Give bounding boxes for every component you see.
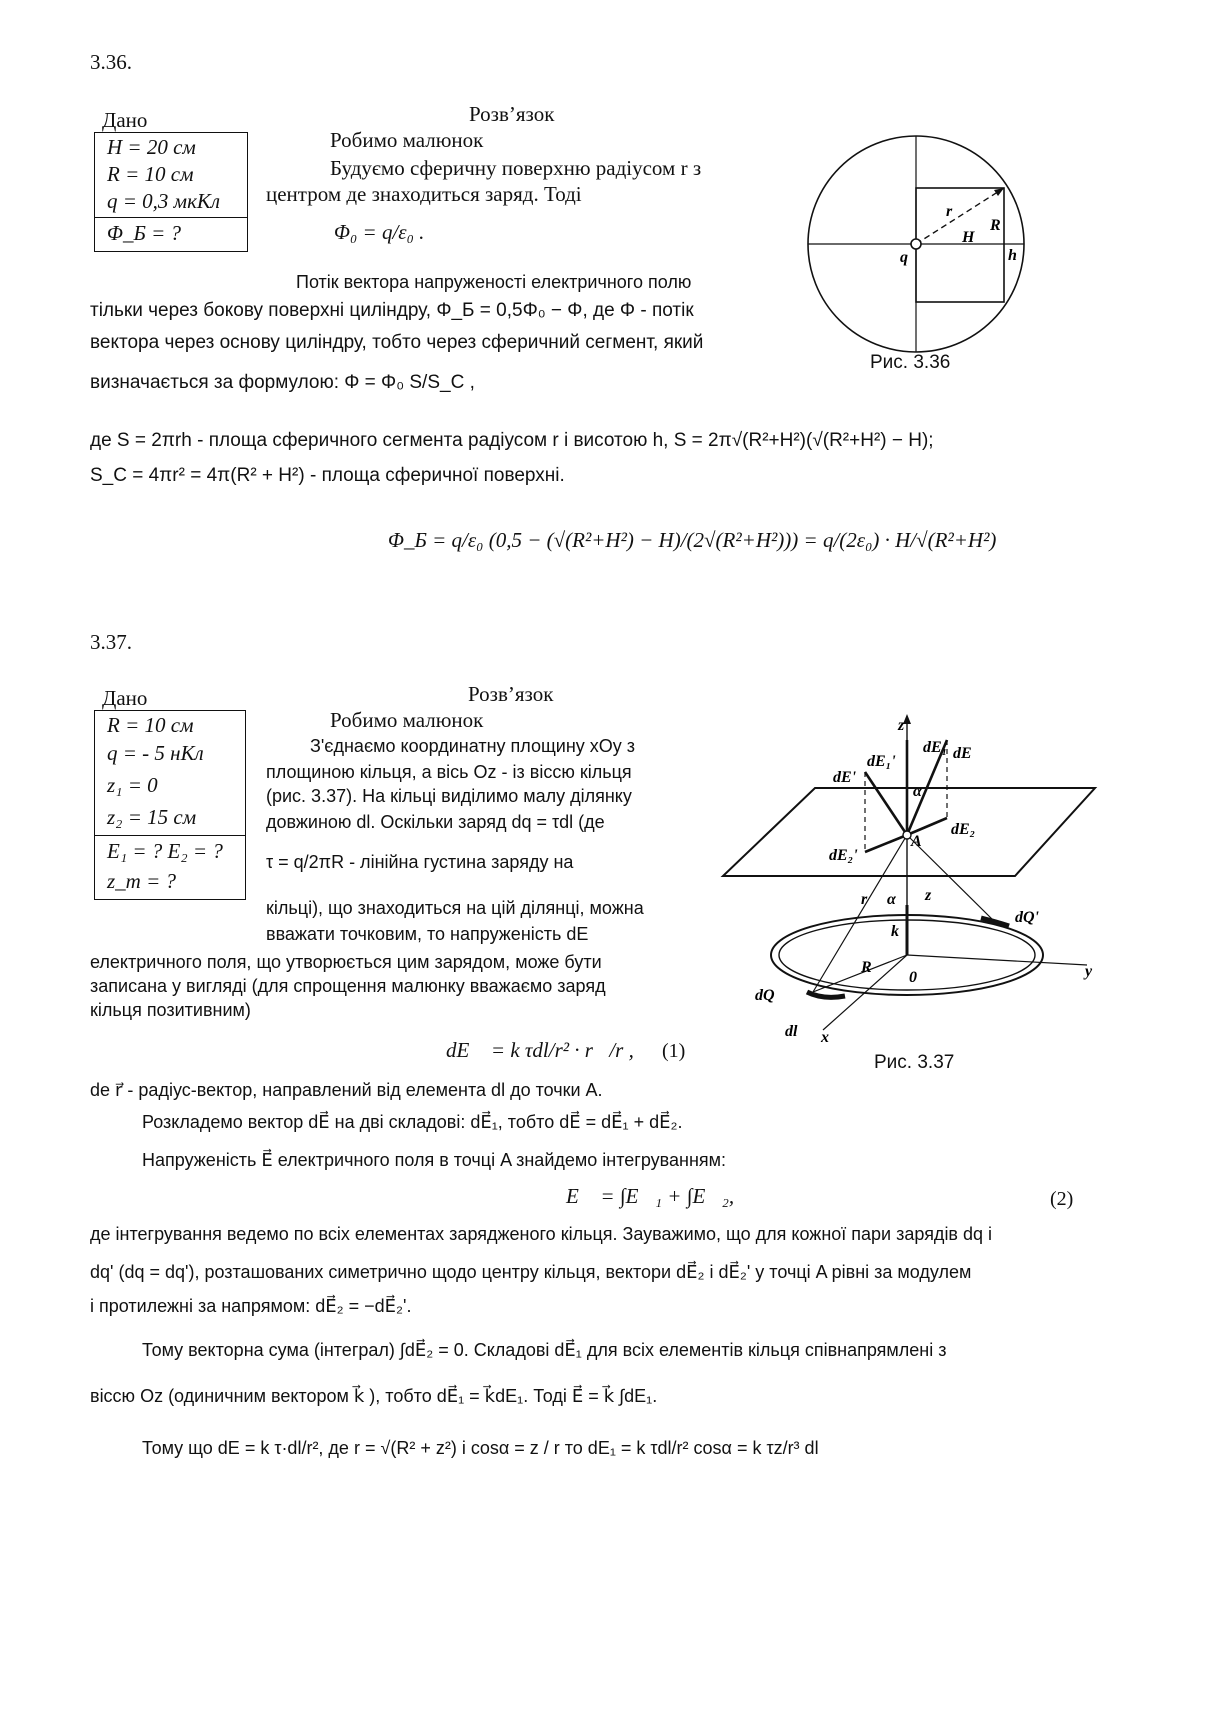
text-line: Будуємо сферичну поверхню радіусом r з: [330, 156, 702, 180]
solution-title: Розв’язок: [468, 682, 554, 706]
figure-3-36: [800, 120, 1030, 360]
text-line: тільки через бокову поверхні циліндру, Φ_Б = 0,5Φ₀ − Φ, де Φ - потік: [90, 300, 694, 321]
text-line: довжиною dl. Оскільки заряд dq = τdl (де: [266, 812, 605, 832]
text-line: і протилежні за напрямом: dE⃗₂ = −dE⃗₂'.: [90, 1296, 412, 1316]
equation-1: dE⃗ = k τdl/r² · r⃗/r ,: [446, 1038, 634, 1062]
text-line: (рис. 3.37). На кільці виділимо малу ділянку: [266, 786, 632, 806]
fig-label: x: [821, 1029, 829, 1046]
radius-line: [916, 188, 1004, 244]
figure-3-37: [715, 700, 1105, 1050]
given-row: H = 20 см: [107, 135, 196, 159]
fig-label: dl: [785, 1023, 798, 1040]
text-line: електричного поля, що утворюється цим зарядом, може бути: [90, 952, 602, 972]
fig-label: dE': [833, 769, 857, 786]
problem-number: 3.37.: [90, 630, 132, 654]
given-divider: [95, 835, 245, 836]
fig-label-q: q: [900, 249, 908, 266]
charge-point: [911, 239, 921, 249]
fig-label-r: r: [946, 203, 953, 220]
given-row: z₂ = 15 см: [107, 805, 197, 829]
text-line: Потік вектора напруженості електричного полю: [296, 272, 692, 292]
cylinder-section: [916, 188, 1004, 302]
text-line: кільці), що знаходиться на цій ділянці, можна: [266, 898, 644, 918]
fig-label: R: [861, 959, 872, 976]
problem-number: 3.36.: [90, 50, 132, 74]
given-row: q = - 5 нКл: [107, 741, 204, 765]
radius-arrowhead: [994, 188, 1004, 196]
text-line: Розкладемо вектор dE⃗ на дві складові: dE⃗₁, тобто dE⃗ = dE⃗₁ + dE⃗₂.: [142, 1112, 683, 1132]
equation-number: (1): [662, 1040, 686, 1062]
fig-label: k: [891, 923, 899, 940]
text-line: кільця позитивним): [90, 1000, 251, 1020]
given-row: z_m = ?: [107, 869, 177, 893]
given-row: Φ_Б = ?: [107, 221, 182, 245]
equation-2: E⃗ = ∫E⃗₁ + ∫E⃗₂,: [566, 1184, 735, 1208]
text-line: визначається за формулою: Φ = Φ₀ S/S_C ,: [90, 372, 475, 393]
equation-number: (2): [1050, 1188, 1074, 1210]
fig-label: dE₁: [923, 739, 948, 756]
text-line: віссю Oz (одиничним вектором k⃗ ), тобто dE⃗₁ = k⃗dE₁. Тоді E⃗ = k⃗ ∫dE₁.: [90, 1386, 658, 1406]
text-line: де S = 2πrh - площа сферичного сегмента радіусом r і висотою h, S = 2π√(R²+H²)(√(R²+H²) − H);: [90, 430, 934, 451]
equation-phi0: Φ₀ = q/ε₀ .: [334, 220, 425, 244]
figure-caption: Рис. 3.37: [874, 1052, 955, 1073]
fig-label: r: [861, 891, 868, 908]
text-line: de r⃗ - радіус-вектор, направлений від елемента dl до точки A.: [90, 1080, 603, 1100]
fig-label-R: R: [990, 217, 1001, 234]
given-box: [94, 710, 246, 900]
figure-caption: Рис. 3.36: [870, 352, 951, 373]
vector-dE-prime: [865, 772, 907, 835]
text-line: де інтегрування ведемо по всіх елементах зарядженого кільця. Зауважимо, що для кожної пари зарядів dq і: [90, 1224, 993, 1244]
equation-final: Φ_Б = q/ε₀ (0,5 − (√(R²+H²) − H)/(2√(R²+H²))) = q/(2ε₀) · H/√(R²+H²): [388, 528, 997, 552]
fig-label: α: [887, 891, 896, 908]
text-line: Тому що dE = k τ·dl/r², де r = √(R² + z²) і cosα = z / r то dE₁ = k τdl/r² cosα = k τz/r³ dl: [142, 1438, 819, 1458]
given-row: R = 10 см: [107, 713, 194, 737]
given-row: z₁ = 0: [107, 773, 158, 797]
fig-label: α: [913, 783, 922, 800]
radius-vector-r: [813, 835, 907, 992]
given-row: E₁ = ? E₂ = ?: [107, 839, 223, 863]
text-line: S_C = 4πr² = 4π(R² + H²) - площа сферичної поверхні.: [90, 465, 565, 486]
text-line: Напруженість E⃗ електричного поля в точці A знайдемо інтегруванням:: [142, 1150, 727, 1170]
text-line: вважати точковим, то напруженість dE: [266, 924, 589, 944]
fig-label: z: [898, 717, 905, 734]
fig-label: 0: [909, 969, 917, 986]
fig-label: dE₂': [829, 847, 858, 864]
fig-label: y: [1085, 963, 1093, 980]
fig-label: dE: [953, 745, 972, 762]
fig-label-h: h: [1008, 247, 1017, 264]
ring-radius-R: [813, 955, 907, 992]
vector-dE2-prime: [865, 835, 907, 852]
fig-label: dQ': [1015, 909, 1039, 926]
point-A: [903, 831, 911, 839]
text-line: записана у вигляді (для спрощення малюнку вважаємо заряд: [90, 976, 606, 996]
text-line: τ = q/2πR - лінійна густина заряду на: [266, 852, 574, 872]
given-title: Дано: [102, 108, 148, 132]
fig-label: dQ: [755, 987, 775, 1004]
text-line: вектора через основу циліндру, тобто через сферичний сегмент, який: [90, 332, 704, 353]
given-box: [94, 132, 248, 252]
solution-title: Розв’язок: [469, 102, 555, 126]
text-line: Тому векторна сума (інтеграл) ∫dE⃗₂ = 0. Складові dE⃗₁ для всіх елементів кільця співнапрямлені з: [142, 1340, 947, 1360]
fig-label-H: H: [962, 229, 975, 246]
given-divider: [95, 217, 247, 218]
fig-label: z: [925, 887, 932, 904]
text-line: dq' (dq = dq'), розташованих симетрично щодо центру кільця, вектори dE⃗₂ і dE⃗₂' у точці A рівні за модулем: [90, 1262, 972, 1282]
fig-label: A: [911, 833, 922, 850]
segment-dQ: [807, 992, 845, 997]
y-axis: [907, 955, 1087, 965]
text-line: Робимо малюнок: [330, 708, 484, 732]
given-row: R = 10 см: [107, 162, 194, 186]
fig-label: dE₂: [951, 821, 976, 838]
given-title: Дано: [102, 686, 148, 710]
text-line: центром де знаходиться заряд. Тоді: [266, 182, 582, 206]
fig-label: dE₁': [867, 753, 896, 770]
text-line: З'єднаємо координатну площину xOy з: [310, 736, 636, 756]
text-line: Робимо малюнок: [330, 128, 484, 152]
text-line: площиною кільця, а вісь Oz - із віссю кільця: [266, 762, 632, 782]
given-row: q = 0,3 мкКл: [107, 189, 220, 213]
